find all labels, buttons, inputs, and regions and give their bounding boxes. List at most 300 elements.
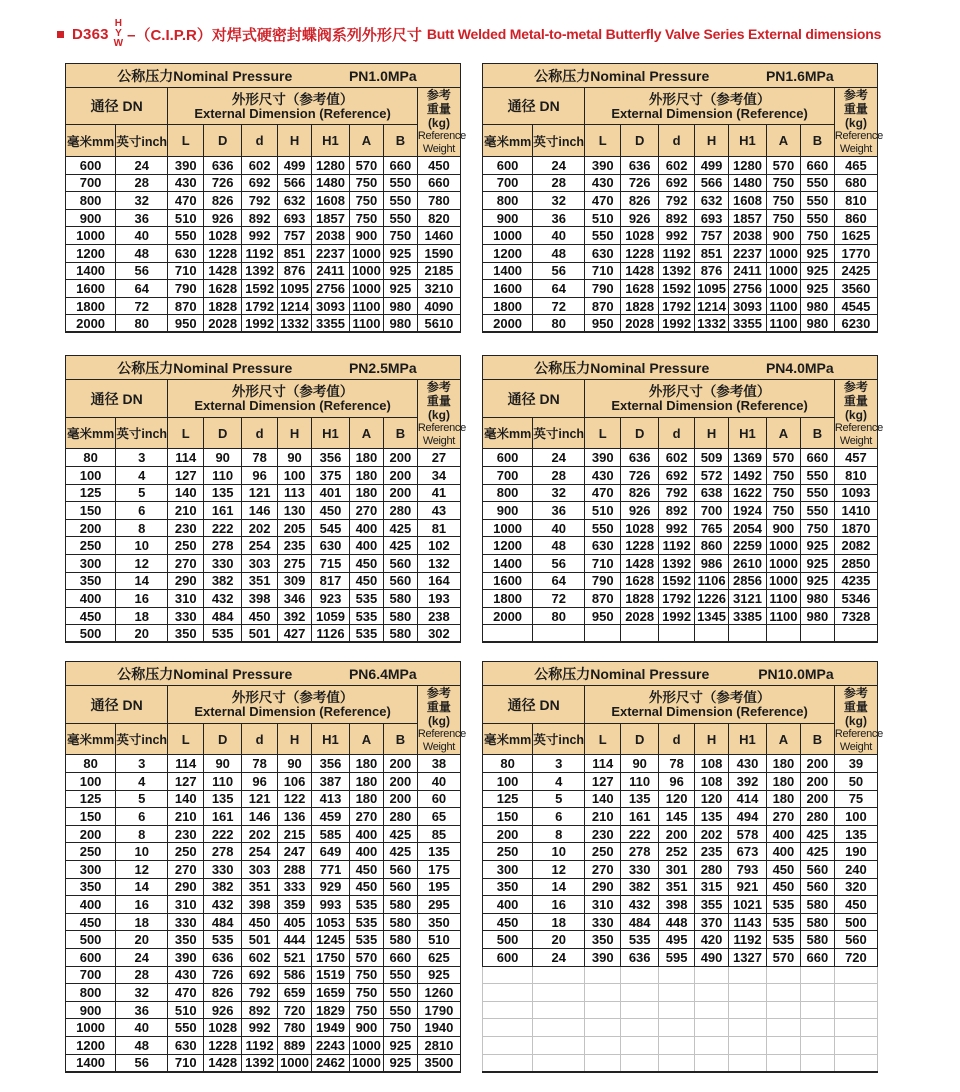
table-cell: 40: [116, 227, 168, 245]
table-cell: 6230: [834, 315, 877, 333]
table-cell: 6: [533, 808, 585, 826]
table-cell: 550: [383, 984, 417, 1002]
table-cell: 80: [66, 755, 116, 773]
table-cell: 632: [278, 192, 312, 210]
table-cell: 790: [585, 572, 621, 590]
table-cell: 27: [417, 449, 460, 467]
table-cell: 578: [729, 825, 767, 843]
col-D: D: [204, 125, 242, 157]
table-cell: 1790: [417, 1001, 460, 1019]
col-A: A: [766, 723, 800, 755]
table-cell: 64: [533, 572, 585, 590]
table-cell: 1628: [621, 572, 659, 590]
table-cell: 330: [585, 913, 621, 931]
table-cell: 510: [585, 209, 621, 227]
col-inch: 英寸inch: [116, 125, 168, 157]
empty-table-cell: [695, 1054, 729, 1072]
pressure-header-row: [66, 662, 461, 686]
table-cell: 1792: [659, 590, 695, 608]
table-cell: 470: [585, 192, 621, 210]
table-cell: 870: [168, 297, 204, 315]
table-row: [66, 537, 461, 555]
table-cell: 28: [533, 174, 585, 192]
table-cell: 8: [533, 825, 585, 843]
empty-table-cell: [483, 1054, 533, 1072]
table-cell: 1800: [483, 590, 533, 608]
table-row: [483, 843, 878, 861]
table-cell: 1590: [417, 244, 460, 262]
table-cell: 351: [242, 572, 278, 590]
table-cell: 550: [800, 174, 834, 192]
table-cell: 457: [834, 449, 877, 467]
table-cell: 572: [695, 467, 729, 485]
empty-table-cell: [800, 966, 834, 984]
table-cell: 200: [66, 825, 116, 843]
table-cell: 750: [766, 502, 800, 520]
table-row: [483, 174, 878, 192]
table-cell: 535: [349, 896, 383, 914]
table-cell: 792: [659, 192, 695, 210]
table-cell: 2856: [729, 572, 767, 590]
table-cell: 790: [168, 280, 204, 298]
table-cell: 2411: [729, 262, 767, 280]
table-cell: 750: [349, 209, 383, 227]
table-cell: 106: [278, 773, 312, 791]
table-cell: 580: [383, 913, 417, 931]
table-cell: 535: [766, 913, 800, 931]
table-cell: 72: [116, 297, 168, 315]
table-cell: 78: [242, 755, 278, 773]
table-cell: 550: [800, 484, 834, 502]
dimension-header: 外形尺寸（参考值） External Dimension (Reference): [585, 380, 835, 417]
pressure-value: PN1.0MPa: [348, 67, 417, 84]
table-cell: 270: [168, 555, 204, 573]
empty-table-row: [483, 1036, 878, 1054]
table-row: [483, 192, 878, 210]
table-cell: 400: [349, 519, 383, 537]
empty-table-cell: [695, 984, 729, 1002]
col-H1: H1: [312, 125, 350, 157]
table-cell: 356: [312, 755, 350, 773]
table-cell: 295: [417, 896, 460, 914]
table-cell: 48: [116, 244, 168, 262]
table-cell: 750: [349, 1001, 383, 1019]
table-cell: 1214: [695, 297, 729, 315]
empty-table-cell: [695, 1001, 729, 1019]
group-header-row: [483, 88, 878, 125]
table-cell: 400: [349, 843, 383, 861]
table-cell: 315: [695, 878, 729, 896]
col-H1: H1: [312, 417, 350, 449]
table-cell: 580: [383, 607, 417, 625]
table-cell: 892: [242, 209, 278, 227]
table-cell: 1480: [729, 174, 767, 192]
table-cell: 28: [116, 966, 168, 984]
table-cell: 1857: [729, 209, 767, 227]
empty-table-cell: [585, 1054, 621, 1072]
table-row: [483, 949, 878, 967]
table-cell: 2411: [312, 262, 350, 280]
col-B: B: [800, 723, 834, 755]
table-cell: 425: [383, 537, 417, 555]
table-cell: 1106: [695, 572, 729, 590]
table-cell: 1260: [417, 984, 460, 1002]
table-cell: 164: [417, 572, 460, 590]
table-cell: 40: [533, 519, 585, 537]
table-cell: 200: [383, 773, 417, 791]
table-cell: 34: [417, 467, 460, 485]
table-cell: 250: [483, 843, 533, 861]
table-cell: 121: [242, 484, 278, 502]
table-cell: 580: [383, 896, 417, 914]
table-cell: 550: [168, 1019, 204, 1037]
table-cell: 382: [621, 878, 659, 896]
table-cell: 535: [349, 625, 383, 643]
table-cell: 826: [621, 484, 659, 502]
table-cell: 81: [417, 519, 460, 537]
page-title: [57, 16, 881, 52]
table-cell: 570: [349, 157, 383, 175]
table-cell: 96: [659, 773, 695, 791]
table-cell: 290: [585, 878, 621, 896]
table-row: [483, 227, 878, 245]
table-cell: 693: [695, 209, 729, 227]
table-cell: 2756: [312, 280, 350, 298]
table-cell: 630: [585, 244, 621, 262]
table-cell: 430: [729, 755, 767, 773]
table-cell: 1592: [659, 572, 695, 590]
table-cell: 161: [204, 502, 242, 520]
table-cell: 180: [349, 467, 383, 485]
table-cell: 161: [204, 808, 242, 826]
table-cell: 300: [66, 861, 116, 879]
table-cell: 48: [533, 244, 585, 262]
table-row: [66, 262, 461, 280]
table-cell: 550: [585, 227, 621, 245]
col-L: L: [168, 417, 204, 449]
table-cell: 1750: [312, 949, 350, 967]
table-cell: 303: [242, 555, 278, 573]
table-cell: 810: [834, 192, 877, 210]
table-cell: 205: [278, 519, 312, 537]
table-cell: 135: [695, 808, 729, 826]
table-cell: 100: [483, 773, 533, 791]
group-header-row: [483, 686, 878, 723]
table-cell: 1608: [729, 192, 767, 210]
empty-table-cell: [585, 625, 621, 643]
table-cell: 500: [66, 931, 116, 949]
weight-header: 参考 重量(kg) Reference Weight: [834, 686, 883, 754]
table-cell: 215: [278, 825, 312, 843]
table-cell: 250: [168, 843, 204, 861]
table-cell: 254: [242, 537, 278, 555]
table-cell: 400: [349, 537, 383, 555]
pressure-value: PN10.0MPa: [758, 665, 834, 682]
group-header-row: [66, 686, 461, 723]
nominal-pressure-label: 公称压力Nominal Pressure: [117, 665, 293, 682]
empty-table-cell: [800, 1054, 834, 1072]
table-cell: 636: [621, 157, 659, 175]
table-cell: 535: [349, 590, 383, 608]
table-cell: 792: [659, 484, 695, 502]
table-cell: 710: [585, 555, 621, 573]
table-cell: 700: [66, 174, 116, 192]
table-cell: 450: [349, 878, 383, 896]
table-cell: 484: [621, 913, 659, 931]
table-cell: 3355: [729, 315, 767, 333]
table-cell: 252: [659, 843, 695, 861]
group-header-row: [66, 380, 461, 417]
table-row: [66, 467, 461, 485]
table-cell: 200: [800, 790, 834, 808]
table-cell: 32: [533, 192, 585, 210]
table-cell: 793: [729, 861, 767, 879]
table-cell: 36: [533, 209, 585, 227]
col-D: D: [621, 125, 659, 157]
table-cell: 238: [417, 607, 460, 625]
table-cell: 390: [168, 157, 204, 175]
table-cell: 10: [116, 537, 168, 555]
table-cell: 750: [800, 519, 834, 537]
table-cell: 392: [278, 607, 312, 625]
table-cell: 510: [417, 931, 460, 949]
table-cell: 600: [483, 449, 533, 467]
table-row: [66, 949, 461, 967]
table-cell: 2462: [312, 1054, 350, 1072]
table-cell: 1857: [312, 209, 350, 227]
table-cell: 1392: [242, 1054, 278, 1072]
table-cell: 580: [383, 590, 417, 608]
table-cell: 1369: [729, 449, 767, 467]
table-cell: 3: [116, 449, 168, 467]
table-cell: 40: [116, 1019, 168, 1037]
dimension-header: 外形尺寸（参考值） External Dimension (Reference): [168, 88, 418, 125]
empty-table-cell: [766, 984, 800, 1002]
table-cell: 1400: [483, 555, 533, 573]
empty-table-cell: [659, 1054, 695, 1072]
table-row: [483, 808, 878, 826]
table-cell: 430: [168, 174, 204, 192]
table-cell: 100: [66, 773, 116, 791]
table-cell: 401: [312, 484, 350, 502]
title-english: Butt Welded Metal-to-metal Butterfly Valve Series External dimensions: [426, 26, 882, 42]
table-cell: 750: [766, 192, 800, 210]
table-cell: 40: [417, 773, 460, 791]
table-cell: 870: [585, 297, 621, 315]
table-cell: 1021: [729, 896, 767, 914]
empty-table-cell: [729, 1054, 767, 1072]
col-H: H: [278, 417, 312, 449]
table-cell: 692: [659, 467, 695, 485]
empty-table-cell: [585, 1019, 621, 1037]
dimension-table: [65, 355, 466, 643]
table-cell: 202: [242, 825, 278, 843]
table-cell: 649: [312, 843, 350, 861]
table-cell: 925: [383, 1036, 417, 1054]
table-cell: 459: [312, 808, 350, 826]
table-cell: 586: [278, 966, 312, 984]
empty-table-cell: [659, 966, 695, 984]
table-cell: 2028: [204, 315, 242, 333]
empty-table-cell: [695, 1019, 729, 1037]
table-cell: 301: [659, 861, 695, 879]
table-cell: 24: [533, 157, 585, 175]
table-cell: 310: [168, 590, 204, 608]
table-cell: 757: [695, 227, 729, 245]
table-row: [66, 519, 461, 537]
table-row: [483, 572, 878, 590]
table-cell: 700: [66, 966, 116, 984]
table-cell: 750: [766, 484, 800, 502]
table-cell: 280: [383, 808, 417, 826]
pressure-header-row: [66, 64, 461, 88]
table-cell: 5: [116, 790, 168, 808]
table-cell: 300: [66, 555, 116, 573]
table-cell: 925: [800, 572, 834, 590]
table-cell: 925: [800, 244, 834, 262]
table-cell: 200: [659, 825, 695, 843]
model-variant-letters: [114, 19, 123, 49]
table-cell: 1192: [659, 244, 695, 262]
table-cell: 1095: [278, 280, 312, 298]
table-cell: 792: [242, 192, 278, 210]
table-cell: 350: [585, 931, 621, 949]
table-cell: 80: [116, 315, 168, 333]
table-cell: 1028: [621, 227, 659, 245]
table-cell: 1628: [621, 280, 659, 298]
table-cell: 876: [278, 262, 312, 280]
table-cell: 1000: [483, 519, 533, 537]
table-cell: 450: [349, 572, 383, 590]
empty-table-cell: [766, 1001, 800, 1019]
table-cell: 330: [204, 555, 242, 573]
table-cell: 12: [116, 555, 168, 573]
table-row: [66, 790, 461, 808]
table-cell: 16: [533, 896, 585, 914]
table-cell: 5346: [834, 590, 877, 608]
table-cell: 1400: [483, 262, 533, 280]
table-cell: 1093: [834, 484, 877, 502]
col-mm: 毫米mm: [483, 417, 533, 449]
table-cell: 278: [621, 843, 659, 861]
col-d: d: [242, 723, 278, 755]
table-cell: 135: [834, 825, 877, 843]
nominal-pressure-label: 公称压力Nominal Pressure: [534, 665, 710, 682]
empty-table-cell: [729, 1001, 767, 1019]
table-cell: 1828: [621, 590, 659, 608]
table-cell: 1000: [766, 555, 800, 573]
table-cell: 202: [695, 825, 729, 843]
empty-table-cell: [729, 1019, 767, 1037]
table-cell: 900: [766, 519, 800, 537]
table-cell: 200: [66, 519, 116, 537]
table-row: [66, 1036, 461, 1054]
table-cell: 1000: [766, 537, 800, 555]
table-cell: 2237: [312, 244, 350, 262]
table-row-3: [65, 661, 883, 1072]
table-cell: 950: [585, 315, 621, 333]
table-cell: 38: [417, 755, 460, 773]
table-cell: 1392: [659, 555, 695, 573]
table-cell: 12: [116, 861, 168, 879]
table-body: [483, 449, 878, 643]
table-cell: 350: [66, 878, 116, 896]
pressure-value: PN4.0MPa: [765, 359, 834, 376]
table-cell: 925: [800, 262, 834, 280]
table-cell: 250: [66, 843, 116, 861]
table-cell: 602: [659, 449, 695, 467]
table-cell: 693: [278, 209, 312, 227]
table-row: [66, 825, 461, 843]
table-cell: 560: [383, 861, 417, 879]
table-cell: 355: [695, 896, 729, 914]
table-cell: 2243: [312, 1036, 350, 1054]
empty-table-cell: [834, 625, 877, 643]
table-cell: 80: [533, 607, 585, 625]
table-cell: 501: [242, 625, 278, 643]
table-row: [483, 315, 878, 333]
table-cell: 300: [483, 861, 533, 879]
table-cell: 2038: [729, 227, 767, 245]
table-cell: 390: [585, 157, 621, 175]
col-H: H: [695, 417, 729, 449]
col-d: d: [242, 417, 278, 449]
table-cell: 90: [278, 755, 312, 773]
table-cell: 135: [621, 790, 659, 808]
col-D: D: [204, 417, 242, 449]
table-cell: 12: [533, 861, 585, 879]
column-header-row: [66, 125, 461, 157]
table-cell: 425: [383, 843, 417, 861]
table-cell: 290: [168, 878, 204, 896]
table-cell: 720: [278, 1001, 312, 1019]
table-cell: 230: [168, 825, 204, 843]
dimension-table: [482, 63, 883, 333]
table-cell: 1600: [66, 280, 116, 298]
table-cell: 310: [585, 896, 621, 914]
empty-table-cell: [729, 966, 767, 984]
table-cell: 64: [533, 280, 585, 298]
table-cell: 180: [349, 790, 383, 808]
table-cell: 100: [834, 808, 877, 826]
table-cell: 270: [168, 861, 204, 879]
table-cell: 450: [417, 157, 460, 175]
table-cell: 2000: [483, 315, 533, 333]
table-cell: 432: [621, 896, 659, 914]
table-cell: 1400: [66, 1054, 116, 1072]
table-cell: 660: [800, 157, 834, 175]
col-B: B: [383, 125, 417, 157]
table-cell: 2810: [417, 1036, 460, 1054]
table-cell: 780: [417, 192, 460, 210]
col-d: d: [659, 417, 695, 449]
nominal-pressure-label: 公称压力Nominal Pressure: [534, 359, 710, 376]
table-cell: 1053: [312, 913, 350, 931]
table-cell: 580: [383, 931, 417, 949]
table-cell: 602: [659, 157, 695, 175]
pressure-header-row: [66, 356, 461, 380]
table-cell: 390: [585, 449, 621, 467]
table-cell: 509: [695, 449, 729, 467]
table-cell: 980: [383, 315, 417, 333]
variant-h: H: [114, 18, 123, 29]
table-cell: 390: [585, 949, 621, 967]
table-cell: 1992: [659, 607, 695, 625]
table-cell: 1200: [483, 244, 533, 262]
table-cell: 2237: [729, 244, 767, 262]
table-cell: 980: [800, 297, 834, 315]
table-cell: 692: [659, 174, 695, 192]
